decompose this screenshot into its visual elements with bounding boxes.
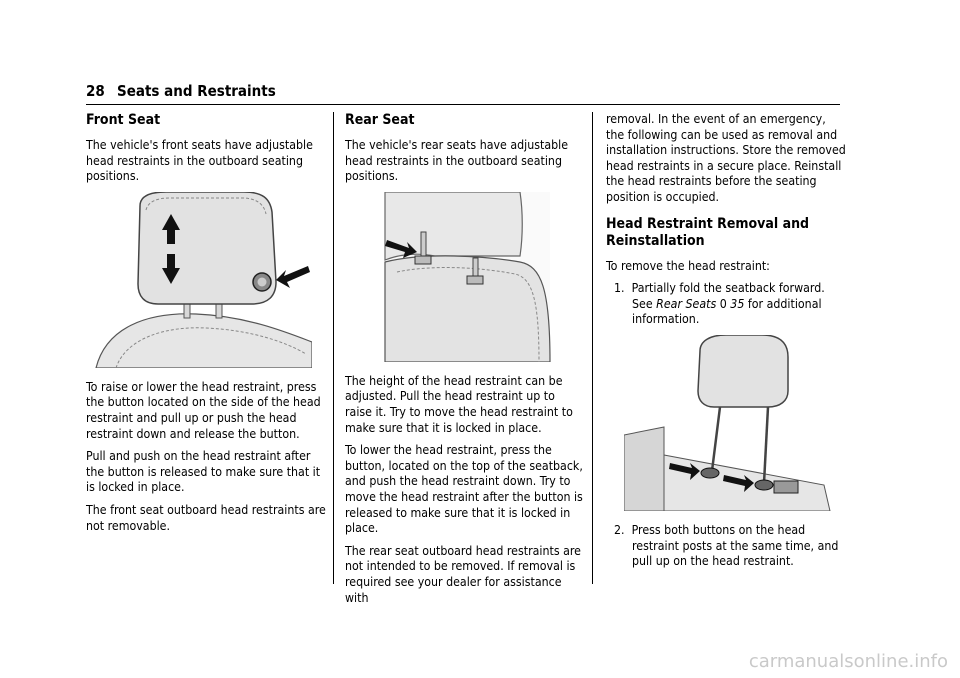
rear-seat-para-3: The rear seat outboard head restraints are not intended to be removed. If removal is required see your dealer for assistance with <box>345 543 581 605</box>
rear-seat-intro: The vehicle's rear seats have adjustable head restraints in the outboard seating positions. <box>345 138 569 184</box>
page-header <box>86 82 840 105</box>
step-1-page-ref[interactable]: 35 <box>730 296 745 311</box>
column-divider-2 <box>592 112 593 584</box>
front-seat-heading: Front Seat <box>86 112 161 128</box>
front-seat-para-3: The front seat outboard head restraints are not removable. <box>86 502 326 533</box>
left-post-button-icon <box>701 468 719 478</box>
front-seat-para-2: Pull and push on the head restraint after the button is released to make sure that it is locked in place. <box>86 449 321 495</box>
watermark: carmanualsonline.info <box>748 651 948 672</box>
step-1 <box>606 281 846 328</box>
column-divider-1 <box>333 112 334 584</box>
step-2 <box>606 523 846 570</box>
rear-seats-link[interactable]: Rear Seats <box>656 296 717 311</box>
pointer-arrow-icon <box>276 266 310 288</box>
rear-head-restraint-illustration <box>345 192 575 362</box>
right-post-button-icon <box>755 480 773 490</box>
step-1-number: 1. <box>614 281 625 296</box>
removal-heading: Head Restraint Removal and Reinstallation <box>606 215 810 249</box>
column-front-seat <box>86 112 326 541</box>
column-removal <box>606 112 846 577</box>
page-number: 28 <box>86 82 105 100</box>
column-rear-seat <box>345 112 585 613</box>
front-seat-para-1: To raise or lower the head restraint, press the button located on the side of the head restraint and pull up or push the head restraint down and release the button. <box>86 379 321 441</box>
front-head-restraint-illustration <box>86 192 312 368</box>
page-reference-icon: 0 <box>719 296 727 311</box>
rear-seat-para-1: The height of the head restraint can be adjusted. Pull the head restraint up to raise it. Try to move the head restraint to make sure that it is locked in place. <box>345 373 573 435</box>
rear-seat-para-2: To lower the head restraint, press the button, located on the top of the seatback, and push the head restraint down. Try to move the head restraint after the button is released to make sure that it is locked in place. <box>345 443 583 536</box>
front-seat-intro: The vehicle's front seats have adjustable head restraints in the outboard seating positions. <box>86 138 313 184</box>
rear-seat-heading: Rear Seat <box>345 112 415 128</box>
step-2-text: Press both buttons on the head restraint posts at the same time, and pull up on the head restraint. <box>631 522 839 569</box>
step-2-number: 2. <box>614 522 625 537</box>
head-restraint-removal-illustration <box>624 335 844 511</box>
removal-intro: To remove the head restraint: <box>606 258 770 273</box>
step-1-text-a: Partially fold the seatback forward. See <box>631 281 825 311</box>
step-1-text-b: for additional information. <box>632 296 822 327</box>
section-title: Seats and Restraints <box>117 82 276 100</box>
removal-continuation: removal. In the event of an emergency, the following can be used as removal and installation instructions. Store the removed head restraints in a secure place. Reinstall the head restraints before the seating position is occupied. <box>606 112 846 204</box>
